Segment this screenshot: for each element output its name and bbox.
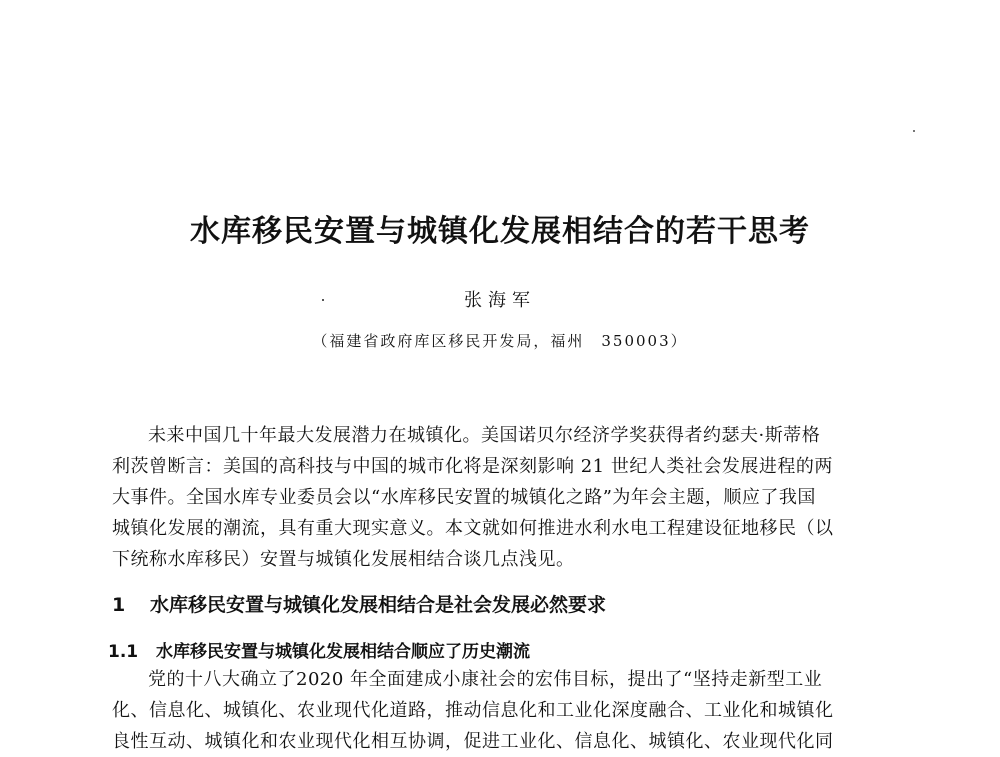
paragraph-line: 城镇化发展的潮流，具有重大现实意义。本文就如何推进水利水电工程建设征地移民（以: [112, 518, 834, 539]
subsection-paragraph: [112, 664, 902, 757]
paragraph-line: 化、信息化、城镇化、农业现代化道路，推动信息化和工业化深度融合、工业化和城镇化: [112, 700, 834, 721]
section-heading: [112, 590, 902, 617]
section-number: 1: [112, 594, 126, 616]
subsection-number: 1.1: [108, 642, 139, 662]
paragraph-line: 利茨曾断言：美国的高科技与中国的城市化将是深刻影响 21 世纪人类社会发展进程的两: [112, 456, 833, 477]
author-name: 张海军: [464, 290, 536, 311]
paragraph-line: 未来中国几十年最大发展潜力在城镇化。美国诺贝尔经济学奖获得者约瑟夫·斯蒂格: [148, 425, 821, 446]
paper-title: 水库移民安置与城镇化发展相结合的若干思考: [190, 214, 810, 249]
subsection-title: 水库移民安置与城镇化发展相结合顺应了历史潮流: [156, 642, 530, 662]
subsection-heading: [108, 637, 898, 662]
section-title: 水库移民安置与城镇化发展相结合是社会发展必然要求: [150, 594, 607, 616]
paragraph-line: 良性互动、城镇化和农业现代化相互协调，促进工业化、信息化、城镇化、农业现代化同: [112, 731, 834, 752]
paragraph-line: 大事件。全国水库专业委员会以“水库移民安置的城镇化之路”为年会主题，顺应了我国: [112, 487, 816, 508]
author-affiliation: （福建省政府库区移民开发局，福州 350003）: [312, 332, 688, 350]
paragraph-line: 下统称水库移民）安置与城镇化发展相结合谈几点浅见。: [112, 549, 575, 570]
paragraph-line: 党的十八大确立了2020 年全面建成小康社会的宏伟目标，提出了“坚持走新型工业: [148, 669, 823, 690]
intro-paragraph: [112, 420, 902, 575]
scan-speck: [913, 130, 915, 132]
